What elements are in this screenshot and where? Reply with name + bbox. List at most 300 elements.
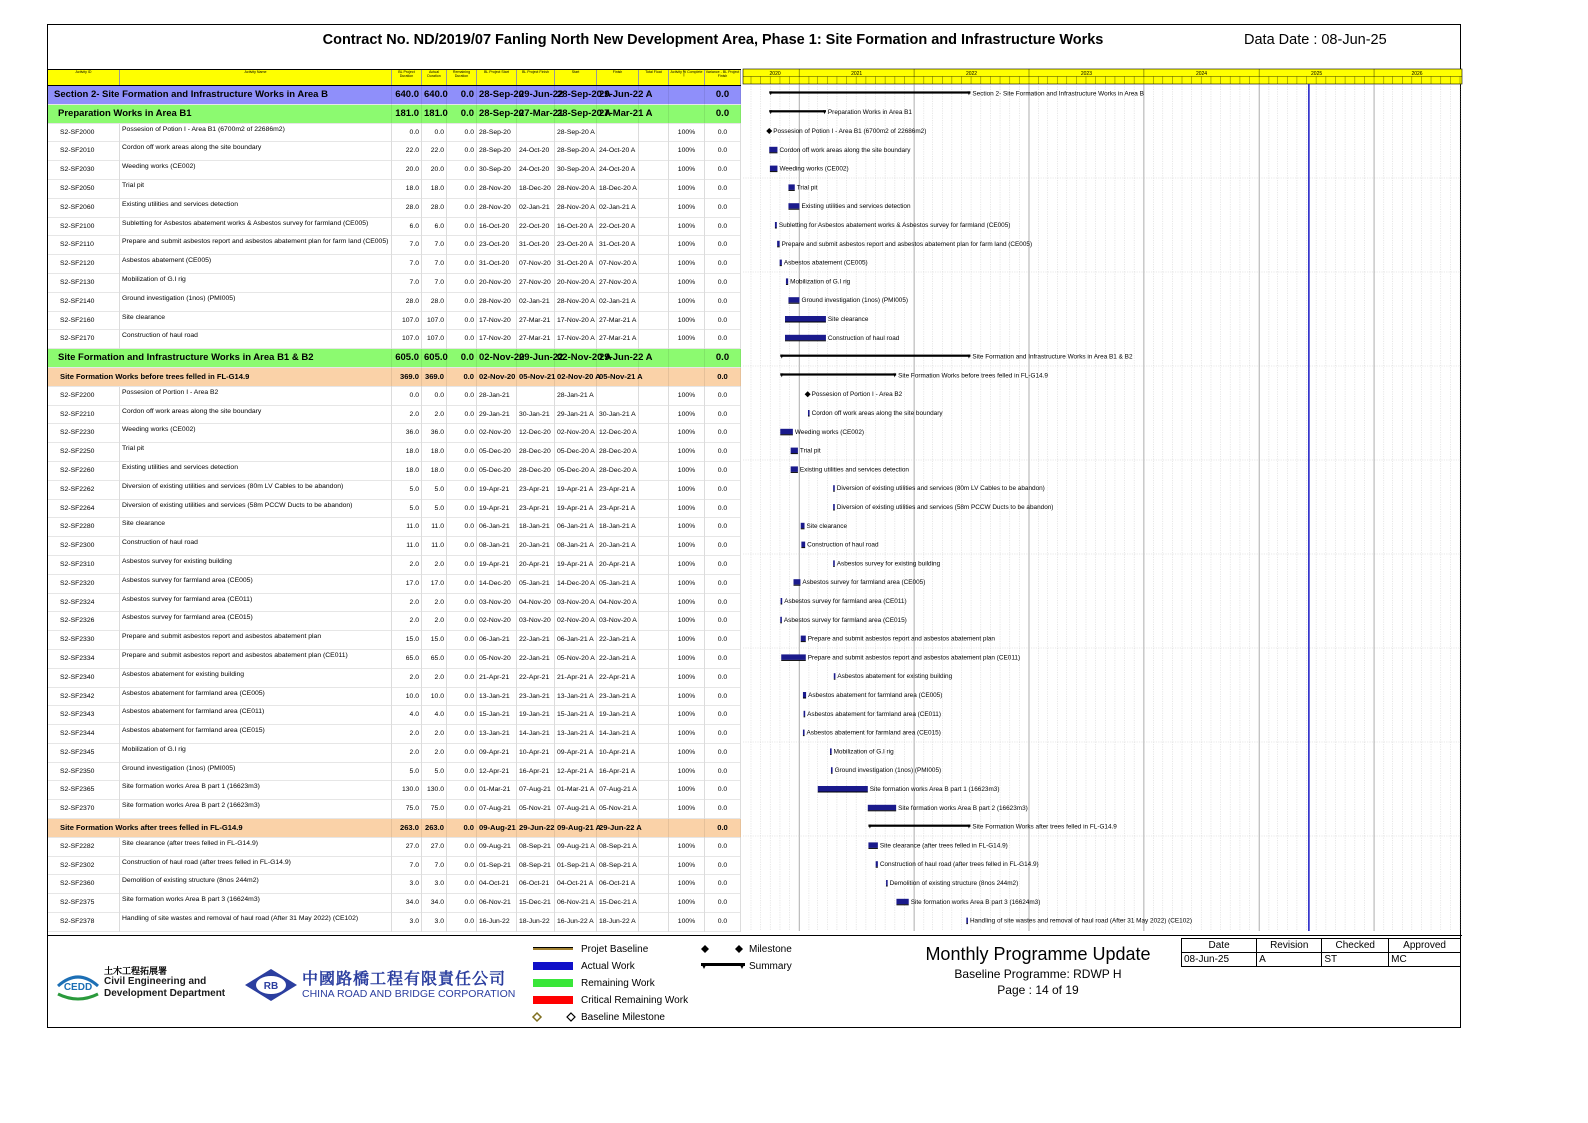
cell-rd: 0.0 — [447, 142, 477, 161]
cell-rd: 0.0 — [447, 255, 477, 274]
activity-table — [48, 69, 741, 932]
cell-blf: 02-Jan-21 — [517, 199, 555, 218]
baseline-bar — [801, 547, 805, 548]
year-label: 2021 — [851, 71, 863, 77]
cell-start: 12-Apr-21 A — [555, 763, 597, 782]
cell-id: S2-SF2140 — [56, 293, 120, 312]
column-header: BL Project Start — [477, 70, 517, 85]
legend-actual-label: Actual Work — [581, 961, 635, 972]
cell-ad: 7.0 — [422, 236, 447, 255]
cell-pct: 100% — [669, 537, 705, 556]
cell-pct: 100% — [669, 631, 705, 650]
cell-id: S2-SF2334 — [56, 650, 120, 669]
cell-finish: 05-Jan-21 A — [597, 575, 639, 594]
cell-pct: 100% — [669, 387, 705, 406]
cell-tf — [639, 706, 669, 725]
activity-row — [48, 669, 741, 688]
cell-bls: 05-Nov-20 — [477, 650, 517, 669]
cell-id: S2-SF2280 — [56, 518, 120, 537]
crbc-mark: RB — [263, 981, 279, 992]
cell-var: 0.0 — [705, 255, 741, 274]
cell-bls: 20-Nov-20 — [477, 274, 517, 293]
cell-blf: 05-Nov-21 — [517, 800, 555, 819]
activity-row — [48, 725, 741, 744]
cell-bls: 30-Sep-20 — [477, 161, 517, 180]
cell-var: 0.0 — [705, 518, 741, 537]
milestone-marker — [766, 128, 772, 134]
cell-start: 28-Sep-20 A — [555, 142, 597, 161]
cell-bld: 7.0 — [392, 274, 422, 293]
bar-label: Mobilization of G.I rig — [790, 278, 851, 286]
cell-var: 0.0 — [705, 894, 741, 913]
bar-label: Subletting for Asbestos abatement works & Asbestos survey for farmland (CE005) — [778, 222, 1011, 229]
cell-var: 0.0 — [705, 669, 741, 688]
cell-start: 15-Jan-21 A — [555, 706, 597, 725]
baseline-bar — [803, 735, 805, 736]
cedd-english-line-1: Civil Engineering and — [104, 976, 207, 987]
cell-finish: 29-Jun-22 A — [597, 349, 639, 368]
cell-bld: 7.0 — [392, 857, 422, 876]
critical-swatch-icon — [533, 995, 573, 1005]
cell-pct: 100% — [669, 274, 705, 293]
cell-bls: 19-Apr-21 — [477, 556, 517, 575]
cell-finish: 20-Apr-21 A — [597, 556, 639, 575]
cell-finish: 30-Jan-21 A — [597, 406, 639, 425]
cell-name: Ground investigation (1nos) (PMI005) — [120, 293, 392, 312]
cell-var: 0.0 — [705, 819, 741, 838]
cell-bld: 2.0 — [392, 556, 422, 575]
cell-finish: 27-Mar-21 A — [597, 312, 639, 331]
cell-blf: 18-Jun-22 — [517, 913, 555, 932]
cell-id: S2-SF2360 — [56, 875, 120, 894]
cell-bls: 28-Nov-20 — [477, 199, 517, 218]
actual-bar — [780, 429, 793, 435]
baseline-bar — [788, 209, 799, 210]
cell-blf: 29-Jun-22 — [517, 86, 555, 105]
activity-row — [48, 161, 741, 180]
cell-ad: 36.0 — [422, 424, 447, 443]
cell-start: 28-Nov-20 A — [555, 293, 597, 312]
cell-bls: 01-Sep-21 — [477, 857, 517, 876]
cell-rd: 0.0 — [447, 763, 477, 782]
activity-row — [48, 744, 741, 763]
cell-pct: 100% — [669, 124, 705, 143]
cell-name: Asbestos survey for existing building — [120, 556, 392, 575]
cell-tf — [639, 462, 669, 481]
section-row — [48, 86, 741, 105]
cell-rd: 0.0 — [447, 537, 477, 556]
cell-tf — [639, 142, 669, 161]
baseline-bar — [966, 923, 968, 924]
cell-rd: 0.0 — [447, 312, 477, 331]
cell-start: 09-Apr-21 A — [555, 744, 597, 763]
cell-rd: 0.0 — [447, 387, 477, 406]
baseline-bar — [833, 491, 835, 492]
summary-bar — [868, 825, 970, 827]
cell-name: Asbestos survey for farmland area (CE011) — [120, 594, 392, 613]
cell-name: Site clearance (after trees felled in FL-G14.9) — [120, 838, 392, 857]
summary-bar — [780, 373, 896, 375]
cell-bls: 04-Oct-21 — [477, 875, 517, 894]
cell-var: 0.0 — [705, 875, 741, 894]
cell-name: Weeding works (CE002) — [120, 424, 392, 443]
cell-name: Ground investigation (1nos) (PMI005) — [120, 763, 392, 782]
cell-rd: 0.0 — [447, 293, 477, 312]
rev-approved: MC — [1389, 953, 1461, 967]
actual-bar — [788, 184, 794, 190]
cell-var: 0.0 — [705, 105, 741, 124]
cell-tf — [639, 838, 669, 857]
cell-id: S2-SF2000 — [56, 124, 120, 143]
cell-ad: 20.0 — [422, 161, 447, 180]
cell-rd: 0.0 — [447, 875, 477, 894]
cell-id: S2-SF2110 — [56, 236, 120, 255]
cell-bls: 06-Nov-21 — [477, 894, 517, 913]
cell-start: 01-Mar-21 A — [555, 781, 597, 800]
cell-start: 17-Nov-20 A — [555, 330, 597, 349]
cedd-mark: CEDD — [63, 982, 93, 993]
activity-row — [48, 763, 741, 782]
cell-bls: 05-Dec-20 — [477, 462, 517, 481]
cell-rd: 0.0 — [447, 161, 477, 180]
cell-bld: 11.0 — [392, 537, 422, 556]
baseline-bar — [791, 453, 798, 454]
cell-name: Prepare and submit asbestos report and asbestos abatement plan (CE011) — [120, 650, 392, 669]
cell-id: S2-SF2010 — [56, 142, 120, 161]
cell-blf: 28-Dec-20 — [517, 462, 555, 481]
cell-tf — [639, 556, 669, 575]
cell-rd: 0.0 — [447, 706, 477, 725]
cell-tf — [639, 180, 669, 199]
cell-bls: 02-Nov-20 — [477, 612, 517, 631]
cell-var: 0.0 — [705, 556, 741, 575]
cell-rd: 0.0 — [447, 218, 477, 237]
cell-ad: 6.0 — [422, 218, 447, 237]
cell-bls: 12-Apr-21 — [477, 763, 517, 782]
cell-bls: 31-Oct-20 — [477, 255, 517, 274]
cell-bld: 2.0 — [392, 744, 422, 763]
cell-var: 0.0 — [705, 744, 741, 763]
bar-label: Construction of haul road (after trees felled in FL-G14.9) — [879, 861, 1039, 869]
cell-var: 0.0 — [705, 142, 741, 161]
cell-bld: 18.0 — [392, 443, 422, 462]
cell-bls: 28-Nov-20 — [477, 180, 517, 199]
cell-name: Site Formation Works before trees felled in FL-G14.9 — [54, 368, 392, 387]
cell-var: 0.0 — [705, 124, 741, 143]
cell-ad: 11.0 — [422, 518, 447, 537]
cell-start: 02-Nov-20 A — [555, 612, 597, 631]
activity-row — [48, 537, 741, 556]
cell-ad: 2.0 — [422, 612, 447, 631]
legend-summary-label: Summary — [749, 961, 792, 972]
cell-var: 0.0 — [705, 293, 741, 312]
cell-ad: 7.0 — [422, 255, 447, 274]
cell-bls: 13-Jan-21 — [477, 725, 517, 744]
cell-rd: 0.0 — [447, 800, 477, 819]
cell-name: Existing utilities and services detection — [120, 462, 392, 481]
cell-blf — [517, 124, 555, 143]
cell-tf — [639, 725, 669, 744]
cell-tf — [639, 199, 669, 218]
cell-start: 02-Nov-20 A — [555, 424, 597, 443]
cell-blf: 02-Jan-21 — [517, 293, 555, 312]
cell-start: 06-Jan-21 A — [555, 631, 597, 650]
cell-tf — [639, 218, 669, 237]
actual-bar — [868, 805, 896, 811]
cell-bls: 28-Sep-20 — [477, 86, 517, 105]
cell-start: 03-Nov-20 A — [555, 594, 597, 613]
cell-bld: 5.0 — [392, 500, 422, 519]
cell-ad: 2.0 — [422, 406, 447, 425]
cell-var: 0.0 — [705, 781, 741, 800]
cell-pct: 100% — [669, 744, 705, 763]
rev-revision: A — [1257, 953, 1322, 967]
cell-tf — [639, 124, 669, 143]
rev-header-approved: Approved — [1389, 939, 1461, 953]
year-label: 2026 — [1411, 71, 1423, 77]
cell-ad: 3.0 — [422, 913, 447, 932]
cell-name: Asbestos abatement for existing building — [120, 669, 392, 688]
bar-label: Weeding works (CE002) — [794, 428, 865, 436]
bar-label: Asbestos survey for farmland area (CE011) — [784, 598, 907, 605]
cell-finish: 23-Apr-21 A — [597, 500, 639, 519]
remaining-swatch-icon — [533, 978, 573, 988]
bar-label: Site clearance (after trees felled in FL-G14.9) — [879, 842, 1008, 850]
cell-bld: 605.0 — [392, 349, 422, 368]
baseline-bar — [770, 171, 778, 172]
baseline-bar — [833, 510, 835, 511]
activity-row — [48, 236, 741, 255]
cell-blf: 04-Nov-20 — [517, 594, 555, 613]
cell-name: Handling of site wastes and removal of haul road (After 31 May 2022) (CE102) — [120, 913, 392, 932]
baseline-bar — [791, 472, 798, 473]
activity-row — [48, 688, 741, 707]
cell-bld: 5.0 — [392, 481, 422, 500]
cell-pct: 100% — [669, 161, 705, 180]
cell-ad: 640.0 — [422, 86, 447, 105]
cell-rd: 0.0 — [447, 894, 477, 913]
baseline-milestone-icon — [533, 1012, 577, 1022]
cell-pct: 100% — [669, 218, 705, 237]
cell-bld: 20.0 — [392, 161, 422, 180]
rev-header-checked: Checked — [1322, 939, 1389, 953]
cell-bld: 2.0 — [392, 612, 422, 631]
cell-pct — [669, 105, 705, 124]
cell-ad: 11.0 — [422, 537, 447, 556]
actual-bar — [785, 335, 826, 341]
cell-blf: 20-Jan-21 — [517, 537, 555, 556]
cell-rd: 0.0 — [447, 857, 477, 876]
cell-tf — [639, 481, 669, 500]
page-number: Page : 14 of 19 — [997, 983, 1079, 997]
year-label: 2023 — [1080, 71, 1093, 77]
activity-row — [48, 199, 741, 218]
cell-tf — [639, 330, 669, 349]
cell-bld: 28.0 — [392, 199, 422, 218]
actual-swatch-icon — [533, 961, 573, 971]
baseline-bar — [785, 340, 826, 341]
cell-rd: 0.0 — [447, 744, 477, 763]
bar-label: Site formation works Area B part 1 (16623m3) — [869, 786, 1000, 793]
activity-row — [48, 894, 741, 913]
cell-blf: 28-Dec-20 — [517, 443, 555, 462]
legend-baseline-milestone-label: Baseline Milestone — [581, 1012, 665, 1023]
cell-var: 0.0 — [705, 86, 741, 105]
cell-id: S2-SF2160 — [56, 312, 120, 331]
cell-bls: 07-Aug-21 — [477, 800, 517, 819]
year-label: 2024 — [1195, 71, 1208, 77]
baseline-bar — [780, 265, 782, 266]
cell-pct: 100% — [669, 781, 705, 800]
cell-bls: 19-Apr-21 — [477, 500, 517, 519]
cell-finish: 07-Aug-21 A — [597, 781, 639, 800]
cell-blf: 10-Apr-21 — [517, 744, 555, 763]
cell-finish — [597, 124, 639, 143]
baseline-programme: Baseline Programme: RDWP H — [954, 967, 1122, 981]
cell-rd: 0.0 — [447, 180, 477, 199]
cell-rd: 0.0 — [447, 594, 477, 613]
cell-bls: 06-Jan-21 — [477, 631, 517, 650]
group-row — [48, 105, 741, 124]
cell-start: 21-Apr-21 A — [555, 669, 597, 688]
cell-rd: 0.0 — [447, 105, 477, 124]
cell-tf — [639, 688, 669, 707]
cell-id: S2-SF2060 — [56, 199, 120, 218]
cell-bld: 0.0 — [392, 387, 422, 406]
cell-bld: 27.0 — [392, 838, 422, 857]
activity-row — [48, 330, 741, 349]
cell-name: Weeding works (CE002) — [120, 161, 392, 180]
cell-name: Mobilization of G.I rig — [120, 274, 392, 293]
cell-ad: 107.0 — [422, 330, 447, 349]
bar-label: Demolition of existing structure (8nos 244m2) — [889, 880, 1019, 887]
cell-blf: 30-Jan-21 — [517, 406, 555, 425]
cell-pct — [669, 819, 705, 838]
cell-var: 0.0 — [705, 462, 741, 481]
cell-ad: 2.0 — [422, 594, 447, 613]
activity-row — [48, 218, 741, 237]
cell-pct: 100% — [669, 894, 705, 913]
cell-id: S2-SF2170 — [56, 330, 120, 349]
cell-finish: 28-Dec-20 A — [597, 443, 639, 462]
footer — [48, 935, 1462, 1030]
cell-bls: 02-Nov-20 — [477, 368, 517, 387]
cell-bld: 7.0 — [392, 236, 422, 255]
baseline-bar — [775, 228, 777, 229]
column-header: BL Project Duration — [392, 70, 422, 85]
cell-finish: 18-Jun-22 A — [597, 913, 639, 932]
cell-bls: 09-Aug-21 — [477, 819, 517, 838]
cell-name: Diversion of existing utilities and services (80m LV Cables to be abandon) — [120, 481, 392, 500]
cell-start: 06-Nov-21 A — [555, 894, 597, 913]
cell-pct: 100% — [669, 312, 705, 331]
cell-start: 08-Jan-21 A — [555, 537, 597, 556]
actual-bar — [786, 278, 788, 284]
summary-icon — [701, 961, 745, 973]
cell-bld: 130.0 — [392, 781, 422, 800]
cell-var: 0.0 — [705, 500, 741, 519]
cell-finish: 18-Jan-21 A — [597, 518, 639, 537]
cell-tf — [639, 631, 669, 650]
cell-start: 23-Oct-20 A — [555, 236, 597, 255]
cell-rd: 0.0 — [447, 199, 477, 218]
cell-bld: 107.0 — [392, 330, 422, 349]
cell-ad: 107.0 — [422, 312, 447, 331]
bar-label: Site clearance — [806, 522, 848, 530]
cell-pct: 100% — [669, 669, 705, 688]
cell-bld: 36.0 — [392, 424, 422, 443]
cell-bls: 28-Sep-20 — [477, 124, 517, 143]
actual-bar — [876, 861, 878, 867]
actual-bar — [769, 147, 777, 153]
cell-id: S2-SF2120 — [56, 255, 120, 274]
cell-var: 0.0 — [705, 650, 741, 669]
cell-tf — [639, 537, 669, 556]
cell-finish: 06-Oct-21 A — [597, 875, 639, 894]
cell-bls: 02-Nov-20 — [477, 424, 517, 443]
column-header: Finish — [597, 70, 639, 85]
cell-var: 0.0 — [705, 406, 741, 425]
cell-rd: 0.0 — [447, 819, 477, 838]
cell-bls: 28-Nov-20 — [477, 293, 517, 312]
cell-finish: 22-Apr-21 A — [597, 669, 639, 688]
column-header: Variance - BL Project Finish — [705, 70, 741, 85]
cell-var: 0.0 — [705, 575, 741, 594]
cell-rd: 0.0 — [447, 481, 477, 500]
cell-ad: 2.0 — [422, 556, 447, 575]
cell-finish: 04-Nov-20 A — [597, 594, 639, 613]
bar-label: Prepare and submit asbestos report and asbestos abatement plan — [807, 635, 996, 643]
cell-var: 0.0 — [705, 800, 741, 819]
baseline-bar — [769, 152, 777, 153]
cell-tf — [639, 255, 669, 274]
cell-start: 05-Nov-20 A — [555, 650, 597, 669]
cell-blf: 06-Oct-21 — [517, 875, 555, 894]
cell-bls: 09-Apr-21 — [477, 744, 517, 763]
cell-tf — [639, 443, 669, 462]
crbc-english-name: CHINA ROAD AND BRIDGE CORPORATION — [302, 988, 516, 1000]
cell-start: 05-Dec-20 A — [555, 443, 597, 462]
cell-id: S2-SF2030 — [56, 161, 120, 180]
cell-ad: 28.0 — [422, 293, 447, 312]
cell-blf: 27-Mar-21 — [517, 330, 555, 349]
cell-blf: 08-Sep-21 — [517, 838, 555, 857]
cell-start: 05-Dec-20 A — [555, 462, 597, 481]
cell-bls: 14-Dec-20 — [477, 575, 517, 594]
cell-bld: 15.0 — [392, 631, 422, 650]
cell-name: Site clearance — [120, 518, 392, 537]
cell-name: Asbestos abatement for farmland area (CE015) — [120, 725, 392, 744]
actual-bar — [833, 560, 835, 566]
baseline-bar — [896, 904, 908, 905]
cell-name: Asbestos survey for farmland area (CE005) — [120, 575, 392, 594]
cell-pct: 100% — [669, 406, 705, 425]
bar-label: Asbestos abatement for farmland area (CE011) — [807, 710, 941, 718]
bar-label: Prepare and submit asbestos report and asbestos abatement plan for farm land (CE005) — [781, 240, 1033, 248]
cell-finish: 22-Jan-21 A — [597, 650, 639, 669]
cell-finish: 18-Dec-20 A — [597, 180, 639, 199]
cell-id: S2-SF2310 — [56, 556, 120, 575]
revision-table — [1181, 938, 1461, 967]
bar-label: Site Formation Works after trees felled in FL-G14.9 — [972, 823, 1117, 831]
cell-bld: 18.0 — [392, 180, 422, 199]
cell-blf: 15-Dec-21 — [517, 894, 555, 913]
cell-blf: 22-Jan-21 — [517, 650, 555, 669]
cell-pct: 100% — [669, 857, 705, 876]
cell-var: 0.0 — [705, 688, 741, 707]
cell-blf: 24-Oct-20 — [517, 161, 555, 180]
cell-bls: 16-Oct-20 — [477, 218, 517, 237]
